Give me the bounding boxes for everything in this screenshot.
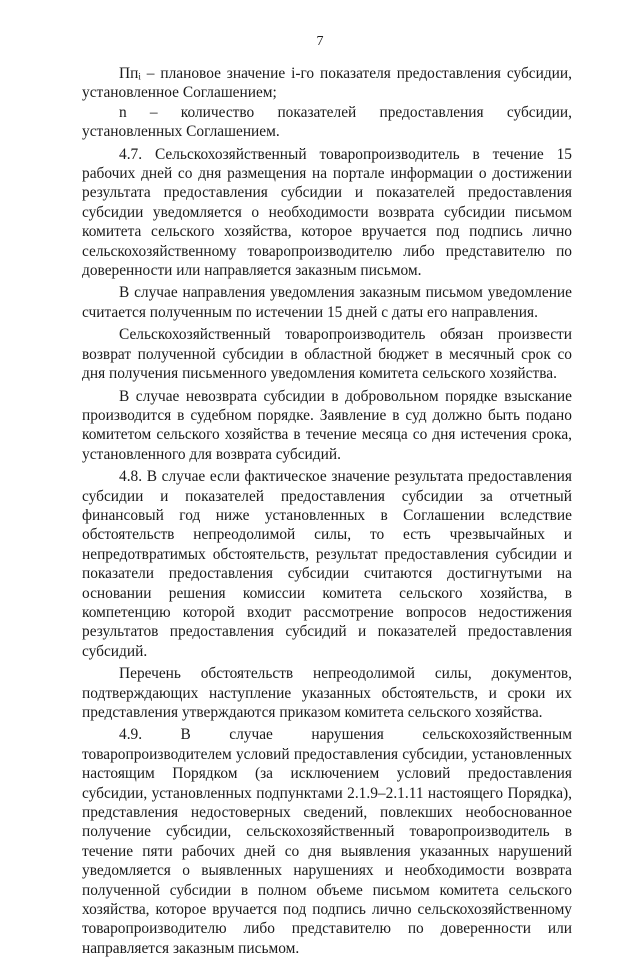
paragraph-force-majeure-list: Перечень обстоятельств непреодолимой силы, документов, подтверждающих наступление указанных обстоятельств, и сроки их представления утверждаются приказом комитета сельского хозяйства. bbox=[82, 665, 572, 721]
paragraph-clause-4-8: 4.8. В случае если фактическое значение результата предоставления субсидии и показателей предоставления субсидии за отчетный финансовый год ниже установленных в Соглашении вследствие обстоятельств непреодолимой силы, то есть чрезвычайных и непредотвратимых обстоятельств, результат предоставления субсидии и показатели предоставления субсидии считаются достигнутыми на основании решения комиссии комитета сельского хозяйства, в компетенцию которой входит рассмотрение вопросов недостижения результатов предоставления субсидий и показателей предоставления субсидий. bbox=[82, 468, 572, 660]
paragraph-court-recovery: В случае невозврата субсидии в добровольном порядке взыскание производится в судебном порядке. Заявление в суд должно быть подано комитетом сельского хозяйства в течение месяца со дня истечения срока, установленного для возврата субсидий. bbox=[82, 387, 572, 463]
paragraph-planned-value-definition: Ппᵢ – плановое значение i-го показателя предоставления субсидии, установленное Соглашением; bbox=[82, 65, 572, 102]
page-number: 7 bbox=[316, 34, 324, 49]
paragraph-clause-4-7: 4.7. Сельскохозяйственный товаропроизводитель в течение 15 рабочих дней со дня размещения на портале информации о достижении результата предоставления субсидии и показателей предоставления субсидии уведомляется о необходимости возврата субсидии письмом комитета сельского хозяйства, которое вручается под подпись лично сельскохозяйственному товаропроизводителю либо представителю по доверенности или направляется заказным письмом. bbox=[82, 145, 572, 280]
paragraph-registered-letter-notice: В случае направления уведомления заказным письмом уведомление считается полученным по истечении 15 дней с даты его направления. bbox=[82, 284, 572, 321]
document-body bbox=[82, 64, 572, 958]
paragraph-indicator-count-definition: n – количество показателей предоставления субсидии, установленных Соглашением. bbox=[82, 103, 572, 141]
paragraph-clause-4-9: 4.9. В случае нарушения сельскохозяйственным товаропроизводителем условий предоставления субсидии, установленных настоящим Порядком (за исключением условий предоставления субсидии, установленных подпунктами 2.1.9–2.1.11 настоящего Порядка), представления недостоверных сведений, повлекших необоснованное получение субсидии, сельскохозяйственный товаропроизводитель в течение пяти рабочих дней со дня выявления указанных нарушений уведомляется о выявленных нарушениях и необходимости возврата полученной субсидии в полном объеме письмом комитета сельского хозяйства, которое вручается под подпись лично сельскохозяйственному товаропроизводителю либо представителю по доверенности или направляется заказным письмом. bbox=[82, 726, 572, 957]
paragraph-refund-obligation: Сельскохозяйственный товаропроизводитель обязан произвести возврат полученной субсидии в областной бюджет в месячный срок со дня получения письменного уведомления комитета сельского хозяйства. bbox=[82, 326, 572, 383]
